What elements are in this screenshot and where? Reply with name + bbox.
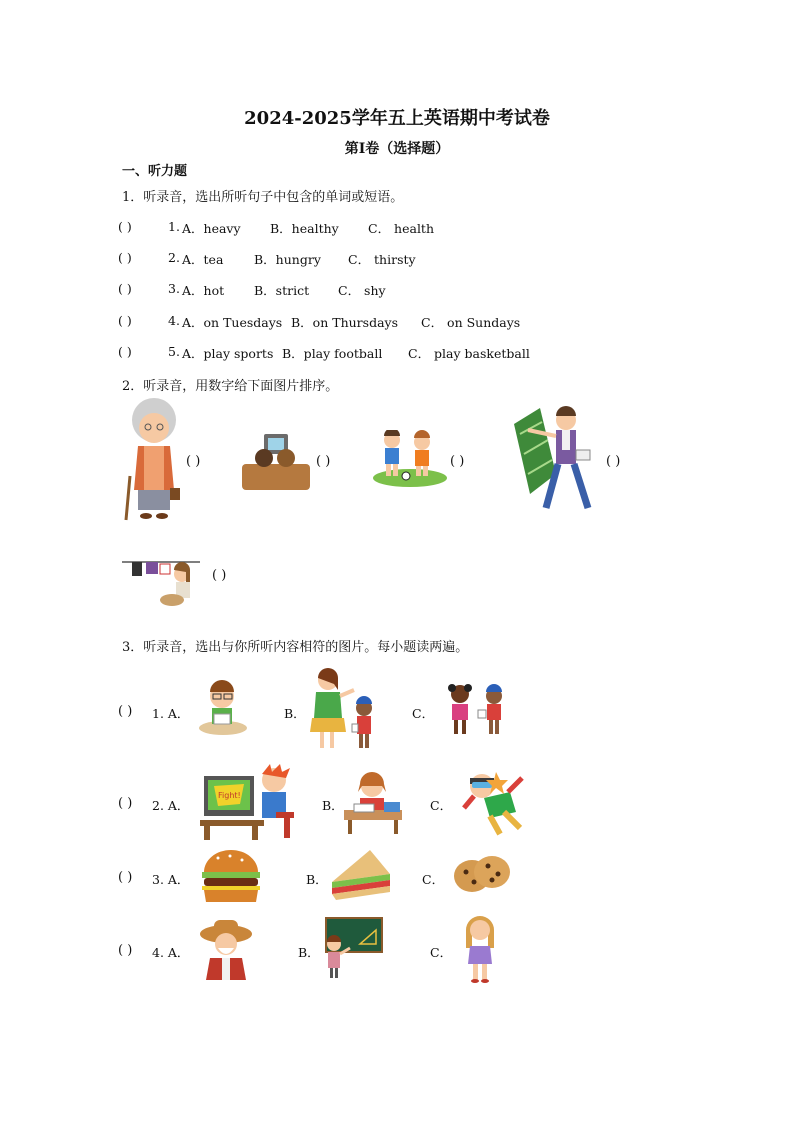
answer-blank[interactable]: ( ) <box>212 568 227 583</box>
answer-blank[interactable]: ( ) <box>118 344 132 359</box>
option-b-label: B． <box>322 798 344 813</box>
option-a: A．play sports <box>182 346 274 361</box>
option-b: B．on Thursdays <box>291 315 398 330</box>
option-c: C． shy <box>338 283 386 298</box>
option-b: B．hungry <box>254 252 321 267</box>
option-a-label: 1. A． <box>152 706 190 721</box>
option-a-picture[interactable] <box>198 916 256 982</box>
answer-blank[interactable]: ( ) <box>118 870 133 885</box>
option-a-label: 4. A． <box>152 945 190 960</box>
option-c-picture[interactable] <box>462 914 498 984</box>
option-a: A．tea <box>182 252 224 267</box>
option-c: C． on Sundays <box>421 315 521 330</box>
option-c-picture[interactable] <box>442 682 512 738</box>
answer-blank[interactable]: ( ) <box>316 454 331 469</box>
option-a-label: 2. A． <box>152 798 190 813</box>
part2-instruction: 2．听录音，用数字给下面图片排序。 <box>122 379 339 394</box>
section-listening: 一、听力题 <box>122 164 188 179</box>
answer-blank[interactable]: ( ) <box>450 454 465 469</box>
part1-instruction: 1．听录音，选出所听句子中包含的单词或短语。 <box>122 190 404 205</box>
option-c-label: C． <box>422 872 445 887</box>
option-c: C． play basketball <box>408 346 530 361</box>
page-subtitle: 第Ⅰ卷（选择题） <box>344 141 450 157</box>
option-c: C． health <box>368 221 435 236</box>
option-c-label: C． <box>430 945 453 960</box>
option-b-label: B． <box>284 706 306 721</box>
grandma-picture <box>122 398 184 522</box>
option-a-picture[interactable] <box>200 764 298 842</box>
answer-blank[interactable]: ( ) <box>118 219 132 234</box>
option-c-picture[interactable] <box>460 768 528 838</box>
playing-football-picture <box>372 430 448 488</box>
part3-instruction: 3．听录音，选出与你所听内容相符的图片。每小题读两遍。 <box>122 640 469 655</box>
screen-text: Fight! <box>218 791 241 800</box>
teacher-pointing-picture <box>510 404 602 512</box>
answer-blank[interactable]: ( ) <box>118 250 132 265</box>
option-b-picture[interactable] <box>306 668 378 752</box>
option-b-picture[interactable] <box>320 916 384 980</box>
option-c-label: C． <box>412 706 435 721</box>
answer-blank[interactable]: ( ) <box>118 281 132 296</box>
washing-clothes-picture <box>122 556 200 608</box>
question-number: 1. <box>168 219 180 234</box>
option-a: A．hot <box>182 283 225 298</box>
answer-blank[interactable]: ( ) <box>118 943 133 958</box>
question-number: 3. <box>168 281 180 296</box>
option-c: C． thirsty <box>348 252 416 267</box>
option-a-picture[interactable] <box>198 680 248 736</box>
option-b: B．play football <box>282 346 383 361</box>
option-b: B．healthy <box>270 221 339 236</box>
option-a-picture[interactable] <box>200 848 262 904</box>
question-number: 2. <box>168 250 180 265</box>
option-b: B．strict <box>254 283 310 298</box>
option-b-picture[interactable] <box>344 772 404 834</box>
answer-blank[interactable]: ( ) <box>118 796 133 811</box>
option-b-picture[interactable] <box>330 848 392 900</box>
watching-tv-picture <box>242 430 310 492</box>
option-a-label: 3. A． <box>152 872 190 887</box>
option-c-label: C． <box>430 798 453 813</box>
option-b-label: B． <box>306 872 328 887</box>
answer-blank[interactable]: ( ) <box>186 454 201 469</box>
option-a: A．on Tuesdays <box>182 315 283 330</box>
option-c-picture[interactable] <box>452 852 512 896</box>
question-number: 5. <box>168 344 180 359</box>
answer-blank[interactable]: ( ) <box>606 454 621 469</box>
answer-blank[interactable]: ( ) <box>118 704 133 719</box>
answer-blank[interactable]: ( ) <box>118 313 132 328</box>
option-b-label: B． <box>298 945 320 960</box>
option-a: A．heavy <box>182 221 241 236</box>
question-number: 4. <box>168 313 180 328</box>
page-title: 2024-2025学年五上英语期中考试卷 <box>244 108 550 129</box>
